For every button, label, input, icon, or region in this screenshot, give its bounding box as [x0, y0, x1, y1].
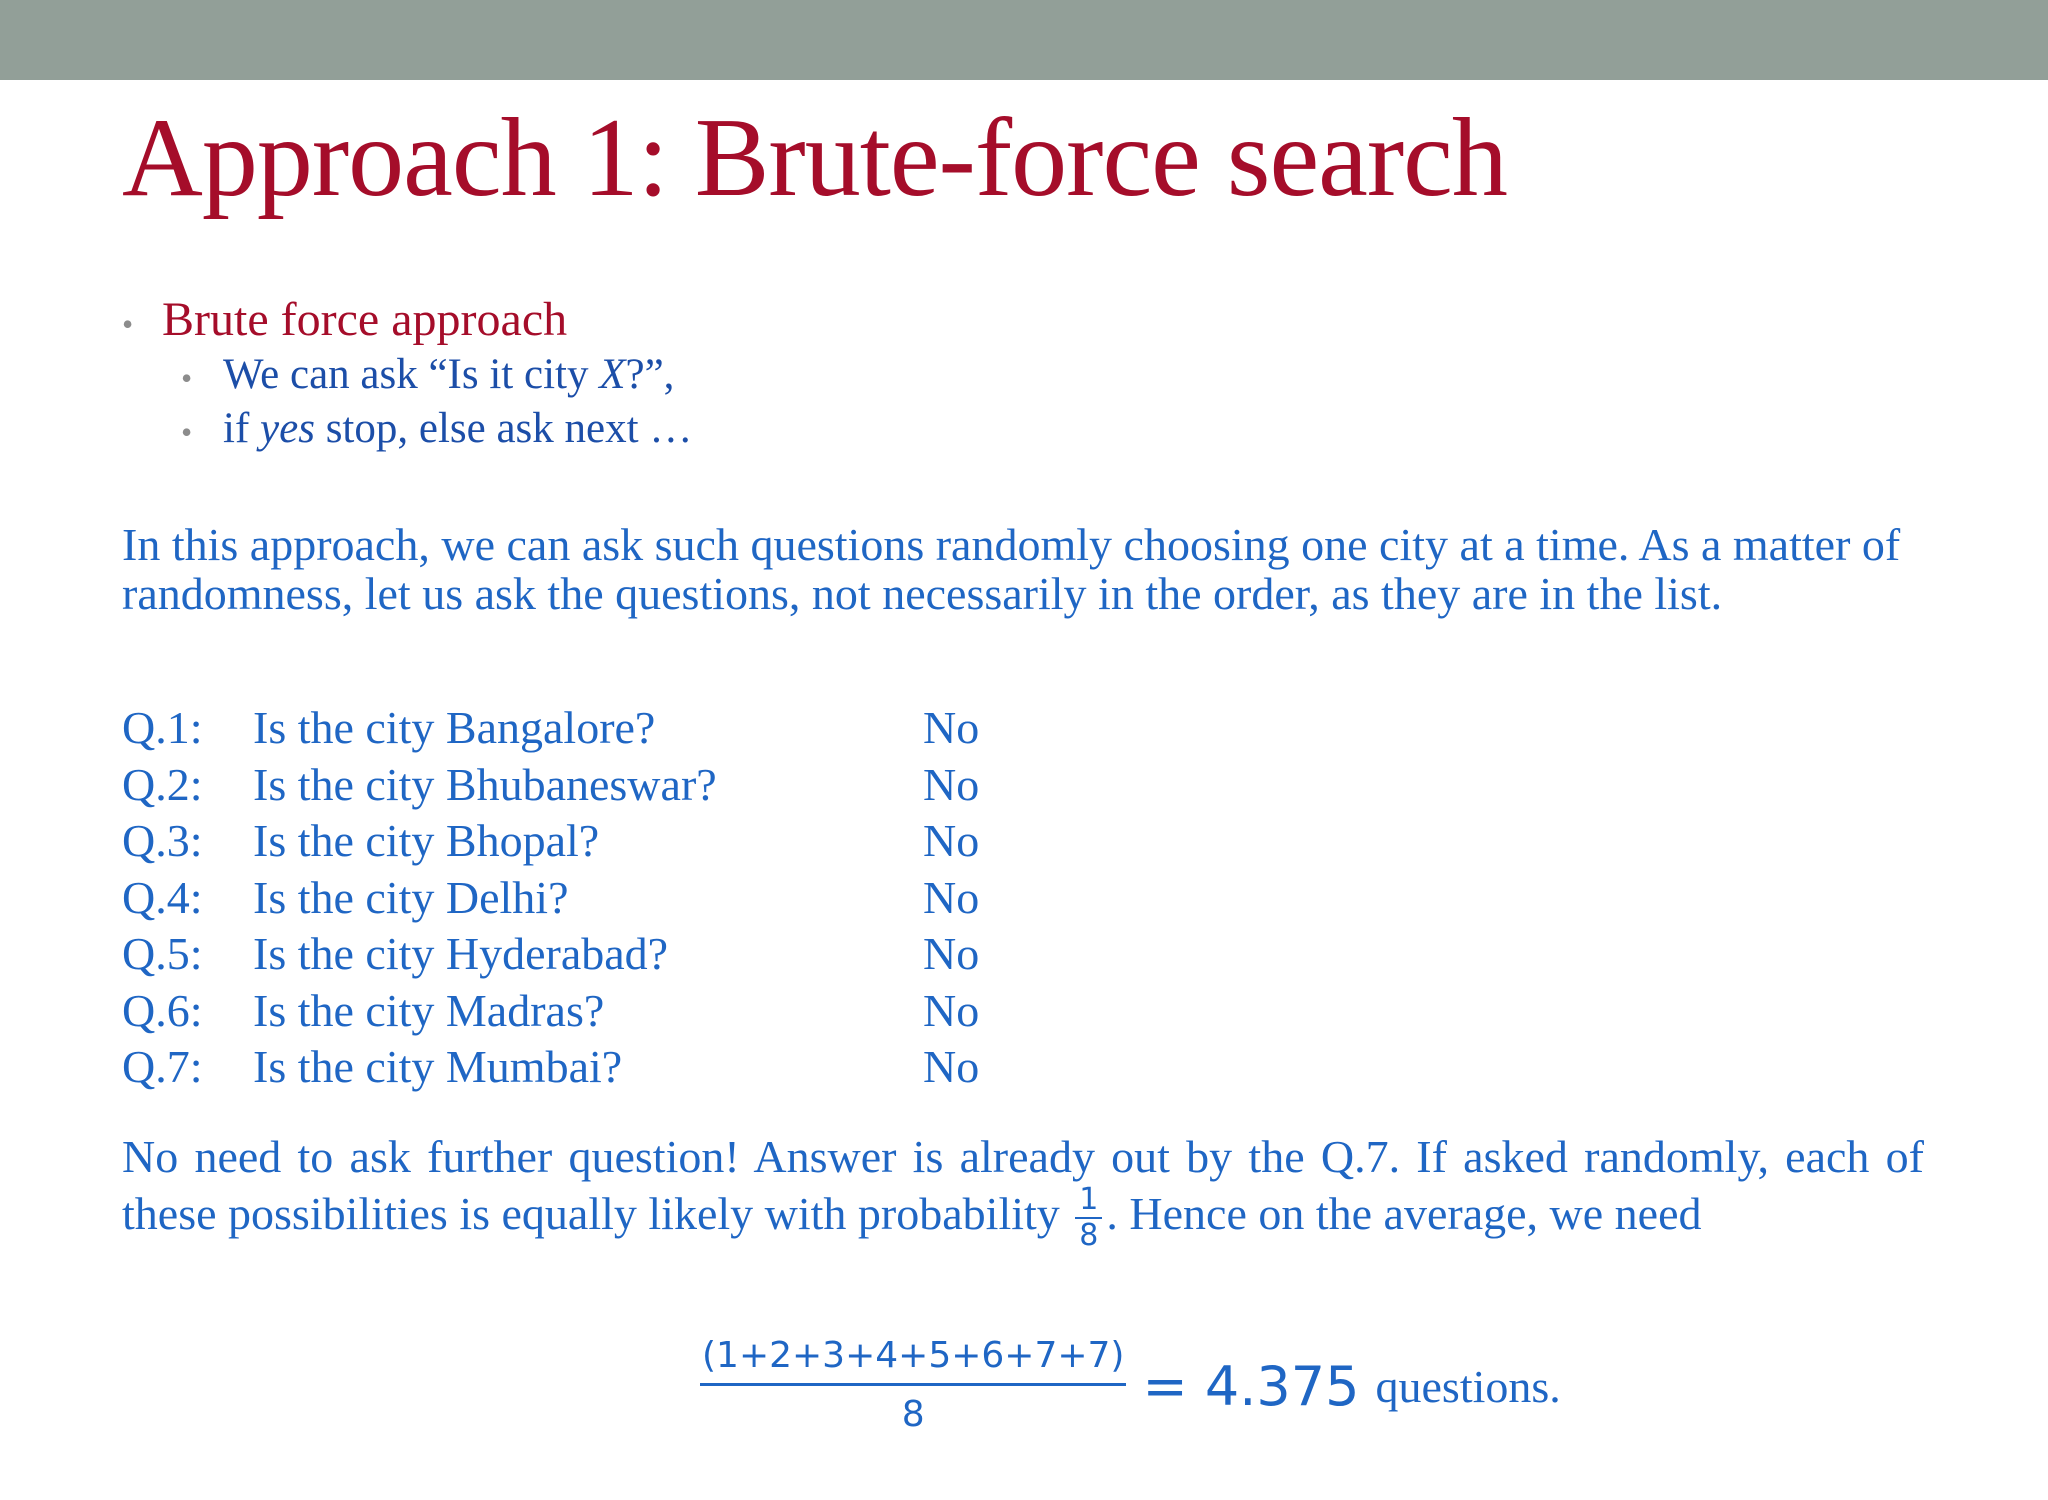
question-row	[122, 700, 1122, 757]
sub-bullet-text-b: ?”,	[625, 351, 675, 398]
question-text: Is the city Bhopal?	[253, 815, 600, 866]
question-text: Is the city Bangalore?	[253, 702, 656, 753]
slide-title: Approach 1: Brute-force search	[122, 96, 1507, 220]
question-answer: No	[923, 928, 980, 979]
question-row	[122, 983, 1122, 1040]
question-number: Q.3:	[122, 815, 203, 866]
sub-bullet-variable: X	[599, 351, 626, 398]
formula-result: = 4.375	[1142, 1355, 1360, 1418]
question-row	[122, 926, 1122, 983]
average-formula	[700, 1335, 1561, 1438]
formula-numerator: (1+2+3+4+5+6+7+7)	[700, 1335, 1126, 1386]
question-answer: No	[923, 984, 980, 1036]
question-row	[122, 757, 1122, 814]
question-answer: No	[923, 871, 980, 923]
sub-bullet-ask	[181, 348, 674, 405]
conclusion-text-b: . Hence on the average, we need	[1106, 1188, 1702, 1239]
sub-bullet-text-a: if	[223, 405, 261, 452]
question-answer: No	[923, 815, 980, 866]
bullet-dot-icon: •	[122, 305, 134, 342]
question-number: Q.2:	[122, 758, 203, 810]
question-number: Q.4:	[122, 871, 203, 923]
question-text: Is the city Bhubaneswar?	[253, 758, 717, 810]
question-text: Is the city Hyderabad?	[253, 928, 669, 979]
question-answer: No	[923, 758, 980, 810]
question-number: Q.7:	[122, 1041, 203, 1092]
sub-bullet-emphasis: yes	[260, 405, 315, 452]
formula-unit: questions.	[1375, 1361, 1561, 1412]
formula-denominator: 8	[901, 1394, 925, 1435]
question-row	[122, 813, 1122, 870]
probability-denominator: 8	[1079, 1218, 1099, 1254]
question-text: Is the city Mumbai?	[253, 1041, 623, 1092]
bullet-dot-icon: •	[181, 414, 193, 451]
sub-bullet-text-b: stop, else ask next …	[314, 405, 693, 452]
header-bar	[0, 0, 2048, 80]
question-number: Q.6:	[122, 984, 203, 1036]
intro-paragraph: In this approach, we can ask such questions randomly choosing one city at a time. As a matter of randomness, let us ask the questions, not necessarily in the order, as they are in the list.	[122, 519, 1901, 619]
sub-bullet-stop	[181, 402, 692, 459]
conclusion-text-a: No need to ask further question! Answer is already out by the Q.7. If asked randomly, each of these possibilities is equally likely with probability	[122, 1131, 1924, 1239]
question-text: Is the city Delhi?	[253, 871, 569, 923]
question-row	[122, 1039, 1122, 1096]
question-number: Q.5:	[122, 928, 203, 979]
formula-fraction	[700, 1335, 1126, 1438]
bullet-dot-icon: •	[181, 360, 193, 397]
question-number: Q.1:	[122, 702, 203, 753]
question-row	[122, 870, 1122, 927]
question-text: Is the city Madras?	[253, 984, 605, 1036]
bullet-label: Brute force approach	[162, 293, 568, 346]
question-answer: No	[923, 1041, 980, 1092]
probability-numerator: 1	[1075, 1185, 1102, 1219]
question-list	[122, 700, 1122, 1096]
question-answer: No	[923, 702, 980, 753]
conclusion-paragraph	[122, 1128, 1924, 1254]
sub-bullet-text-a: We can ask “Is it city	[223, 351, 600, 398]
bullet-brute-force	[122, 290, 567, 354]
probability-fraction	[1075, 1182, 1102, 1254]
